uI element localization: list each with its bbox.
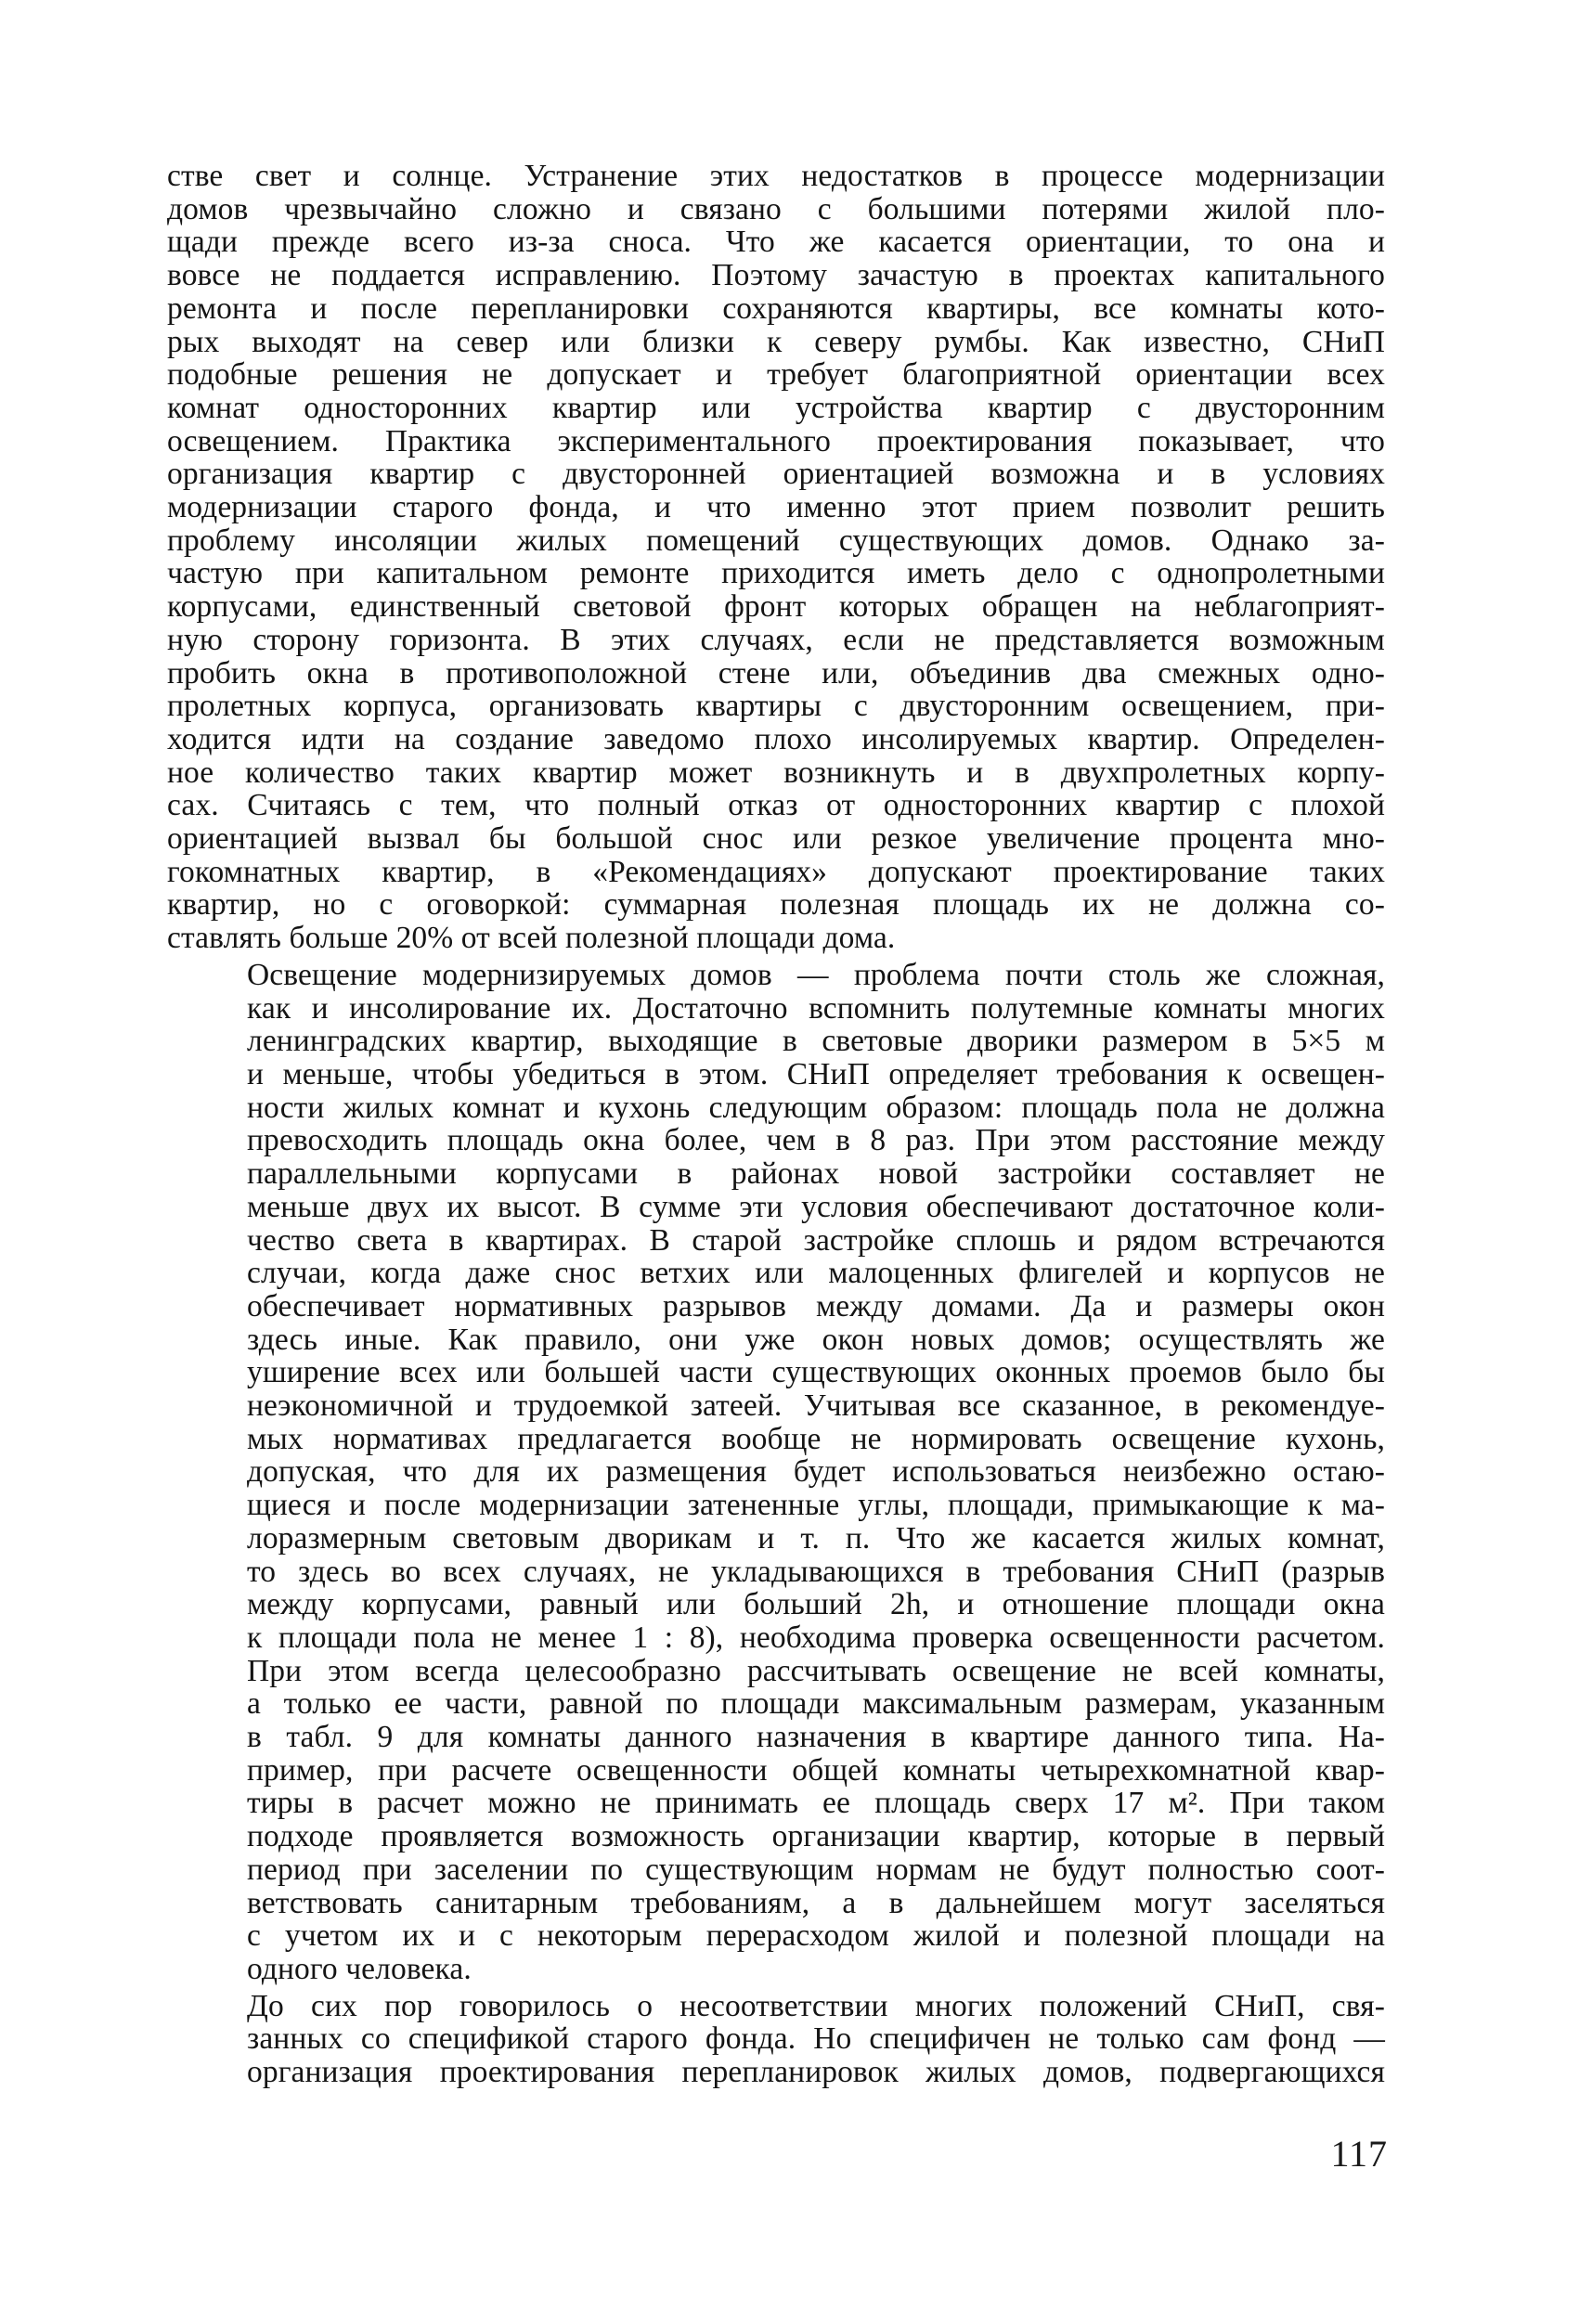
text-line: то здесь во всех случаях, не укладывающихся в требования СНиП (разрыв (247, 1554, 1385, 1589)
text-line: пример, при расчете освещенности общей комнаты четырехкомнатной квар- (247, 1752, 1385, 1788)
text-line: превосходить площадь окна более, чем в 8 раз. При этом расстояние между (247, 1123, 1385, 1158)
text-line: лоразмерным световым дворикам и т. п. Что же касается жилых комнат, (247, 1520, 1385, 1556)
text-line: квартир, но с оговоркой: суммарная полезная площадь их не должна со- (167, 887, 1385, 923)
text-line: Освещение модернизируемых домов — проблема почти столь же сложная, (247, 957, 1385, 992)
text-line: рых выходят на север или близки к северу румбы. Как известно, СНиП (167, 324, 1385, 359)
text-line: меньше двух их высот. В сумме эти условия обеспечивают достаточное коли- (247, 1189, 1385, 1224)
text-line: занных со спецификой старого фонда. Но специфичен не только сам фонд — (247, 2021, 1385, 2057)
text-line: ходится идти на создание заведомо плохо инсолируемых квартир. Определен- (167, 721, 1385, 756)
text-line: пробить окна в противоположной стене или, объединив два смежных одно- (167, 655, 1385, 691)
text-line: между корпусами, равный или больший 2h, и отношение площади окна (247, 1587, 1385, 1622)
text-line: чество света в квартирах. В старой застройке сплошь и рядом встречаются (247, 1222, 1385, 1258)
text-line: период при заселении по существующим нормам не будут полностью соот- (247, 1852, 1385, 1887)
page-number: 117 (1330, 2133, 1388, 2175)
text-line: с учетом их и с некоторым перерасходом жилой и полезной площади на (247, 1918, 1385, 1954)
text-line: уширение всех или большей части существующих оконных проемов было бы (247, 1355, 1385, 1390)
text-line: щади прежде всего из-за сноса. Что же касается ориентации, то она и (167, 225, 1385, 260)
text-line: параллельными корпусами в районах новой застройки составляет не (247, 1156, 1385, 1192)
text-line: одного человека. (247, 1951, 472, 1986)
text-line: подходе проявляется возможность организации квартир, которые в первый (247, 1819, 1385, 1854)
text-line: сах. Считаясь с тем, что полный отказ от односторонних квартир с плохой (167, 788, 1385, 823)
text-line: проблему инсоляции жилых помещений существующих домов. Однако за- (167, 523, 1385, 558)
text-line: и меньше, чтобы убедиться в этом. СНиП определяет требования к освещен- (247, 1056, 1385, 1091)
text-line: модернизации старого фонда, и что именно этот прием позволит решить (167, 490, 1385, 525)
text-line: а только ее части, равной по площади максимальным размерам, указанным (247, 1686, 1385, 1722)
text-line: организация квартир с двусторонней ориентацией возможна и в условиях (167, 457, 1385, 492)
text-line: ную сторону горизонта. В этих случаях, если не представляется возможным (167, 622, 1385, 657)
paragraph (167, 959, 1385, 1986)
text-line: стве свет и солнце. Устранение этих недостатков в процессе модернизации (167, 159, 1385, 193)
text-line: обеспечивает нормативных разрывов между домами. Да и размеры окон (247, 1288, 1385, 1323)
text-line: При этом всегда целесообразно рассчитывать освещение не всей комнаты, (247, 1653, 1385, 1688)
text-line: случаи, когда даже снос ветхих или малоценных флигелей и корпусов не (247, 1256, 1385, 1291)
text-line: допуская, что для их размещения будет использоваться неизбежно остаю- (247, 1454, 1385, 1490)
text-line: ремонта и после перепланировки сохраняются квартиры, все комнаты кото- (167, 290, 1385, 326)
text-line: гокомнатных квартир, в «Рекомендациях» допускают проектирование таких (167, 854, 1385, 889)
text-line: ориентацией вызвал бы большой снос или резкое увеличение процента мно- (167, 821, 1385, 857)
text-line: в табл. 9 для комнаты данного назначения в квартире данного типа. На- (247, 1720, 1385, 1755)
paragraph (167, 160, 1385, 955)
text-line: корпусами, единственный световой фронт которых обращен на неблагоприят- (167, 589, 1385, 625)
text-line: организация проектирования перепланировок жилых домов, подвергающихся (247, 2055, 1385, 2090)
text-line: здесь иные. Как правило, они уже окон новых домов; осуществлять же (247, 1322, 1385, 1357)
text-line: комнат односторонних квартир или устройства квартир с двусторонним (167, 390, 1385, 425)
text-line: щиеся и после модернизации затененные углы, площади, примыкающие к ма- (247, 1488, 1385, 1523)
text-line: ное количество таких квартир может возникнуть и в двухпролетных корпу- (167, 755, 1385, 790)
text-line: тиры в расчет можно не принимать ее площадь сверх 17 м². При таком (247, 1786, 1385, 1821)
text-line: домов чрезвычайно сложно и связано с большими потерями жилой пло- (167, 191, 1385, 226)
text-line: ленинградских квартир, выходящие в световые дворики размером в 5×5 м (247, 1024, 1385, 1059)
text-line: пролетных корпуса, организовать квартиры с двусторонним освещением, при- (167, 689, 1385, 724)
text-line: До сих пор говорилось о несоответствии многих положений СНиП, свя- (247, 1988, 1385, 2023)
text-line: как и инсолирование их. Достаточно вспомнить полутемные комнаты многих (247, 990, 1385, 1026)
text-line: мых нормативах предлагается вообще не нормировать освещение кухонь, (247, 1421, 1385, 1456)
text-line: подобные решения не допускает и требует благоприятной ориентации всех (167, 357, 1385, 393)
text-line: к площади пола не менее 1 : 8), необходима проверка освещенности расчетом. (247, 1620, 1385, 1655)
text-line: частую при капитальном ремонте приходится иметь дело с однопролетными (167, 556, 1385, 591)
text-line: освещением. Практика экспериментального проектирования показывает, что (167, 423, 1385, 458)
text-line: неэкономичной и трудоемкой затеей. Учитывая все сказанное, в рекомендуе- (247, 1388, 1385, 1424)
text-body (167, 160, 1385, 2089)
paragraph (167, 1990, 1385, 2089)
text-line: вовсе не поддается исправлению. Поэтому зачастую в проектах капитального (167, 258, 1385, 293)
text-line: ставлять больше 20% от всей полезной площади дома. (167, 921, 896, 956)
text-line: ности жилых комнат и кухонь следующим образом: площадь пола не должна (247, 1090, 1385, 1125)
page-body (167, 160, 1385, 2089)
text-line: ветствовать санитарным требованиям, а в дальнейшем могут заселяться (247, 1885, 1385, 1920)
